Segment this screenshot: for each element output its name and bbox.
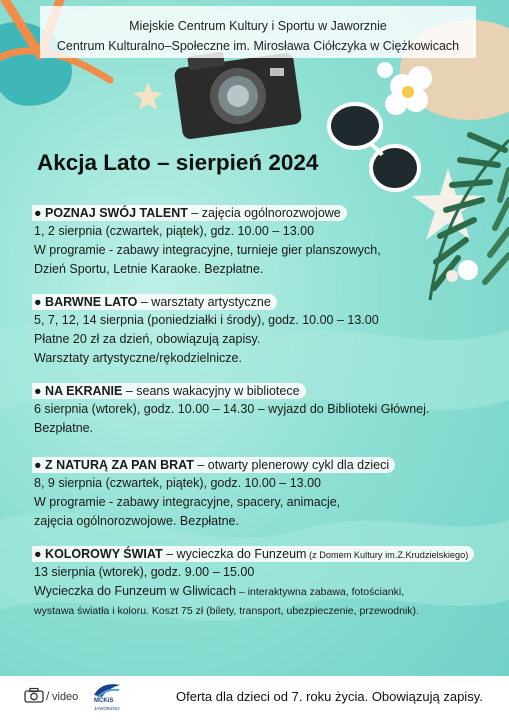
starfish-icon — [133, 82, 163, 110]
page-title: Akcja Lato – sierpień 2024 — [37, 150, 319, 175]
event-line — [34, 582, 474, 602]
video-label: video — [52, 691, 79, 703]
event-desc: – wycieczka do Funzeum — [162, 547, 307, 561]
event-heading — [32, 294, 277, 310]
event-section-1 — [32, 204, 381, 279]
event-desc: – zajęcia ogólnorozwojowe — [187, 206, 341, 220]
logo-subtext: JAWORZNO — [94, 706, 120, 711]
camera-outline-icon — [24, 687, 44, 703]
organizer-line-2: Centrum Kulturalno–Społeczne im. Mirosława Ciółczyka w Ciężkowicach — [56, 39, 460, 53]
event-name: KOLOROWY ŚWIAT — [45, 547, 163, 561]
event-line: Warsztaty artystyczne/rękodzielnicze. — [34, 351, 242, 365]
event-name: NA EKRANIE — [45, 384, 123, 398]
event-heading — [32, 457, 395, 473]
event-line: 1, 2 sierpnia (czwartek, piątek), gdz. 10.00 – 13.00 — [34, 224, 315, 238]
bullet: ● — [34, 206, 42, 220]
event-line: 13 sierpnia (wtorek), godz. 9.00 – 15.00 — [34, 565, 255, 579]
event-desc: – otwarty plenerowy cykl dla dzieci — [193, 458, 390, 472]
event-section-2 — [32, 293, 379, 368]
bullet: ● — [34, 384, 42, 398]
logo-text: MCKiS — [94, 698, 114, 704]
event-line: 8, 9 sierpnia (czwartek, piątek), godz. 10.00 – 13.00 — [34, 476, 321, 490]
header-banner — [40, 6, 476, 58]
camera-icon — [174, 52, 303, 140]
event-name: BARWNE LATO — [45, 295, 138, 309]
event-line-small: – interaktywna zabawa, fotościanki, — [236, 586, 405, 598]
event-name: Z NATURĄ ZA PAN BRAT — [45, 458, 194, 472]
sunglasses-icon — [329, 104, 419, 190]
event-section-3 — [32, 382, 429, 438]
bullet: ● — [34, 458, 42, 472]
event-desc: – warsztaty artystyczne — [137, 295, 271, 309]
mckis-logo-icon — [92, 681, 122, 699]
event-name: POZNAJ SWÓJ TALENT — [45, 206, 188, 220]
event-partner-note: (z Domem Kultury im.Z.Krudzielskiego) — [306, 550, 469, 560]
event-line: zajęcia ogólnorozwojowe. Bezpłatne. — [34, 514, 239, 528]
event-line-main: Wycieczka do Funzeum w Gliwicach — [34, 584, 237, 598]
event-section-4 — [32, 456, 395, 531]
event-line: Dzień Sportu, Letnie Karaoke. Bezpłatne. — [34, 262, 264, 276]
event-heading — [32, 383, 306, 399]
event-heading — [32, 205, 347, 221]
event-line: W programie - zabawy integracyjne, spacery, animacje, — [34, 495, 341, 509]
bullet: ● — [34, 295, 42, 309]
event-line: Płatne 20 zł za dzień, obowiązują zapisy. — [34, 332, 261, 346]
event-section-5 — [32, 545, 474, 621]
separator: / — [46, 689, 50, 703]
organizer-line-1: Miejskie Centrum Kultury i Sportu w Jaworznie — [129, 19, 387, 33]
offer-note: Oferta dla dzieci od 7. roku życia. Obowiązują zapisy. — [176, 689, 483, 704]
event-line: 6 sierpnia (wtorek), godz. 10.00 – 14.30 – wyjazd do Biblioteki Głównej. — [34, 402, 430, 416]
footer — [0, 676, 509, 720]
event-line: W programie - zabawy integracyjne, turnieje gier planszowych, — [34, 243, 381, 257]
event-desc: – seans wakacyjny w bibliotece — [122, 384, 300, 398]
event-line: wystawa światła i koloru. Koszt 75 zł (bilety, transport, ubezpieczenie, przewodnik). — [34, 605, 419, 617]
event-heading — [32, 546, 474, 562]
bullet: ● — [34, 547, 42, 561]
event-line: 5, 7, 12, 14 sierpnia (poniedziałki i środy), godz. 10.00 – 13.00 — [34, 313, 379, 327]
event-line: Bezpłatne. — [34, 421, 94, 435]
